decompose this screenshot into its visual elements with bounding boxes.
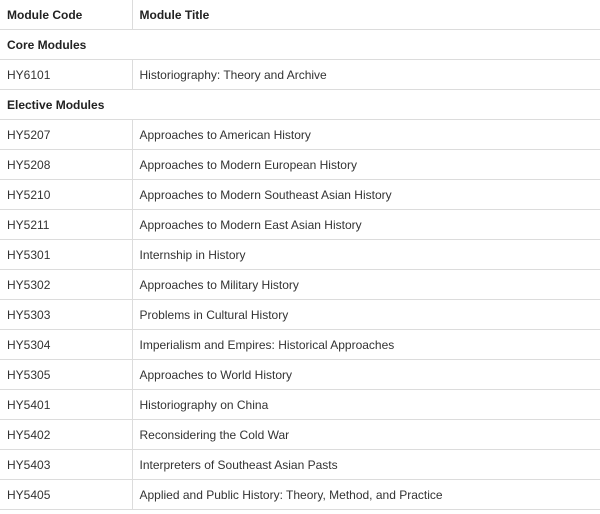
table-row [0, 210, 600, 240]
module-code: HY5305 [0, 360, 132, 390]
module-title: Internship in History [132, 240, 600, 270]
table-row [0, 120, 600, 150]
table-row [0, 360, 600, 390]
module-code: HY5302 [0, 270, 132, 300]
module-title: Approaches to American History [132, 120, 600, 150]
table-row [0, 240, 600, 270]
table-row [0, 330, 600, 360]
table-row [0, 450, 600, 480]
module-title: Applied and Public History: Theory, Method, and Practice [132, 480, 600, 510]
module-code: HY5401 [0, 390, 132, 420]
module-code: HY5304 [0, 330, 132, 360]
module-title: Approaches to Modern East Asian History [132, 210, 600, 240]
module-title: Approaches to Military History [132, 270, 600, 300]
column-header-module-code: Module Code [0, 0, 132, 30]
table-row [0, 270, 600, 300]
table-row [0, 150, 600, 180]
module-title: Approaches to World History [132, 360, 600, 390]
module-code: HY5303 [0, 300, 132, 330]
module-title: Interpreters of Southeast Asian Pasts [132, 450, 600, 480]
core-modules-group-row [0, 30, 600, 60]
module-title: Imperialism and Empires: Historical Approaches [132, 330, 600, 360]
table-header-row [0, 0, 600, 30]
module-title: Approaches to Modern European History [132, 150, 600, 180]
elective-modules-group-row [0, 90, 600, 120]
module-title: Historiography: Theory and Archive [132, 60, 600, 90]
elective-modules-heading: Elective Modules [0, 90, 600, 120]
module-code: HY5405 [0, 480, 132, 510]
module-code: HY5207 [0, 120, 132, 150]
table-row [0, 420, 600, 450]
table-row [0, 300, 600, 330]
module-title: Problems in Cultural History [132, 300, 600, 330]
table-row [0, 480, 600, 510]
module-code: HY6101 [0, 60, 132, 90]
module-code: HY5210 [0, 180, 132, 210]
column-header-module-title: Module Title [132, 0, 600, 30]
module-title: Approaches to Modern Southeast Asian History [132, 180, 600, 210]
table-row [0, 180, 600, 210]
table-row [0, 60, 600, 90]
module-code: HY5402 [0, 420, 132, 450]
core-modules-heading: Core Modules [0, 30, 600, 60]
module-code: HY5211 [0, 210, 132, 240]
module-code: HY5301 [0, 240, 132, 270]
module-code: HY5403 [0, 450, 132, 480]
module-title: Historiography on China [132, 390, 600, 420]
table-row [0, 390, 600, 420]
module-title: Reconsidering the Cold War [132, 420, 600, 450]
module-code: HY5208 [0, 150, 132, 180]
